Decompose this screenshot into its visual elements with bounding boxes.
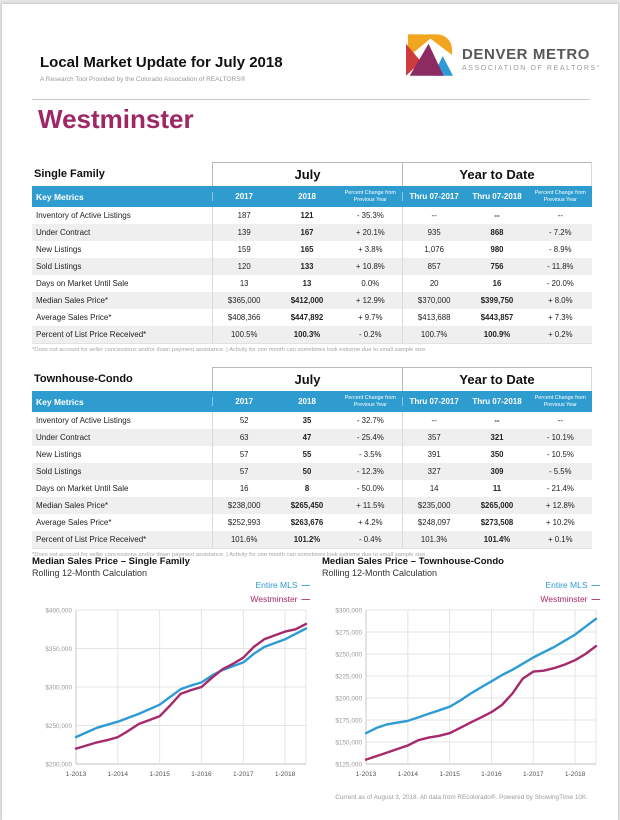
- metric-value: 101.4%: [483, 535, 511, 544]
- svg-text:$150,000: $150,000: [335, 739, 362, 747]
- metric-value: + 10.8%: [355, 262, 385, 271]
- metric-label: Median Sales Price*: [36, 296, 109, 305]
- table-row: [32, 514, 592, 531]
- metric-label: Days on Market Until Sale: [36, 484, 129, 493]
- legend-entire-mls: Entire MLS —: [545, 580, 600, 590]
- metric-value: - 5.5%: [549, 467, 572, 476]
- metric-value: - 50.0%: [356, 484, 384, 493]
- table-group-header: [32, 367, 592, 391]
- svg-text:1-2015: 1-2015: [439, 771, 460, 778]
- metric-value: $235,000: [402, 497, 465, 514]
- metric-value: $399,750: [480, 296, 514, 305]
- table-row: [32, 480, 592, 497]
- section-title: Single Family: [34, 168, 105, 180]
- table-row: [32, 292, 592, 309]
- metric-value: + 20.1%: [355, 228, 385, 237]
- metric-value: + 0.2%: [548, 330, 573, 339]
- metric-value: 101.6%: [212, 531, 275, 548]
- metric-value: $265,450: [290, 501, 324, 510]
- chart-townhouse-condo: [322, 556, 604, 778]
- metric-value: - 21.4%: [546, 484, 574, 493]
- metric-value: 980: [490, 245, 504, 254]
- col-2018: 2018: [298, 397, 316, 406]
- line-chart: [322, 604, 604, 790]
- metric-value: 47: [302, 433, 312, 442]
- svg-text:1-2013: 1-2013: [65, 771, 87, 778]
- metric-value: $447,892: [290, 313, 324, 322]
- metric-value: - 7.2%: [549, 228, 572, 237]
- col-thru-2017: Thru 07-2017: [402, 192, 465, 201]
- svg-text:$350,000: $350,000: [45, 645, 72, 653]
- metric-value: $263,676: [290, 518, 324, 527]
- metric-value: 55: [302, 450, 312, 459]
- metric-value: + 3.8%: [358, 245, 383, 254]
- metric-value: 756: [490, 262, 504, 271]
- table-row: [32, 497, 592, 514]
- svg-text:1-2017: 1-2017: [522, 771, 544, 778]
- svg-text:$250,000: $250,000: [335, 651, 362, 659]
- table-group-header: [32, 162, 592, 186]
- col-2018: 2018: [298, 192, 316, 201]
- page-title: Local Market Update for July 2018: [40, 54, 283, 71]
- group-header-ytd: Year to Date: [402, 162, 592, 186]
- table-row: [32, 258, 592, 275]
- metric-label: Average Sales Price*: [36, 518, 112, 527]
- svg-text:1-2017: 1-2017: [232, 771, 254, 778]
- metric-value: - 10.1%: [546, 433, 574, 442]
- metric-value: 13: [212, 275, 275, 292]
- chart-subtitle: Rolling 12-Month Calculation: [322, 568, 438, 578]
- metric-value: - 0.4%: [359, 535, 382, 544]
- metric-label: Inventory of Active Listings: [36, 211, 131, 220]
- logo-name: DENVER METRO: [462, 45, 591, 63]
- group-header-july: July: [212, 367, 402, 391]
- metric-value: --: [557, 416, 563, 425]
- col-pct-change-ytd: Percent Change from Previous Year: [534, 395, 586, 408]
- metric-value: + 12.9%: [355, 296, 385, 305]
- metric-value: --: [557, 211, 563, 220]
- metric-value: --: [402, 412, 465, 429]
- chart-subtitle: Rolling 12-Month Calculation: [32, 568, 148, 578]
- metric-value: $413,688: [402, 309, 465, 326]
- col-key-metrics: Key Metrics: [36, 396, 84, 407]
- table-row: [32, 412, 592, 429]
- metric-value: $265,000: [480, 501, 514, 510]
- metric-value: 868: [490, 228, 504, 237]
- metric-value: - 32.7%: [356, 416, 384, 425]
- metric-value: 63: [212, 429, 275, 446]
- metric-value: 100.7%: [402, 326, 465, 343]
- table-row: [32, 241, 592, 258]
- table-row: [32, 429, 592, 446]
- svg-text:1-2018: 1-2018: [564, 771, 586, 778]
- denver-metro-logo: [406, 34, 601, 83]
- area-title: Westminster: [38, 104, 194, 134]
- svg-text:$225,000: $225,000: [335, 673, 362, 681]
- metric-value: 857: [402, 258, 465, 275]
- table-row: [32, 326, 592, 343]
- metric-value: $365,000: [212, 292, 275, 309]
- metric-value: $248,097: [402, 514, 465, 531]
- logo-text: [462, 46, 601, 72]
- group-header-july: July: [212, 162, 402, 186]
- metric-label: New Listings: [36, 450, 82, 459]
- metric-label: New Listings: [36, 245, 82, 254]
- svg-text:1-2014: 1-2014: [107, 771, 129, 778]
- logo-tagline: ASSOCIATION OF REALTORS°: [462, 64, 602, 72]
- metric-value: 57: [212, 463, 275, 480]
- metric-value: + 8.0%: [548, 296, 573, 305]
- metric-label: Under Contract: [36, 433, 91, 442]
- metric-value: --: [494, 211, 500, 220]
- legend-westminster: Westminster —: [540, 594, 600, 604]
- metric-value: + 7.3%: [548, 313, 573, 322]
- metric-value: + 12.8%: [545, 501, 575, 510]
- metric-value: - 11.8%: [547, 262, 574, 271]
- metric-value: 101.2%: [293, 535, 321, 544]
- table-footnote: *Does not account for seller concessions and/or down payment assistance. | Activity for one month can sometimes look extreme due to small sample size.: [32, 552, 427, 558]
- legend-entire-mls: Entire MLS —: [255, 580, 310, 590]
- chart-title: Median Sales Price – Single Family: [32, 556, 190, 567]
- metric-label: Sold Listings: [36, 467, 82, 476]
- metric-value: 14: [402, 480, 465, 497]
- col-pct-change: Percent Change from Previous Year: [344, 190, 396, 203]
- metric-value: 20: [402, 275, 465, 292]
- metric-value: $412,000: [290, 296, 324, 305]
- metric-value: 1,076: [402, 241, 465, 258]
- metric-value: - 3.5%: [359, 450, 382, 459]
- col-2017: 2017: [212, 397, 275, 406]
- metric-value: --: [494, 416, 500, 425]
- col-pct-change: Percent Change from Previous Year: [344, 395, 396, 408]
- metric-value: 391: [402, 446, 465, 463]
- table-footnote: *Does not account for seller concessions and/or down payment assistance. | Activity for one month can sometimes look extreme due to small sample size.: [32, 347, 427, 353]
- svg-text:$300,000: $300,000: [45, 684, 72, 692]
- metric-label: Percent of List Price Received*: [36, 535, 147, 544]
- legend-westminster: Westminster —: [250, 594, 310, 604]
- metric-value: 120: [212, 258, 275, 275]
- chart-legend: [540, 578, 600, 606]
- metric-value: 16: [492, 279, 502, 288]
- metric-value: $238,000: [212, 497, 275, 514]
- metric-value: 167: [300, 228, 314, 237]
- svg-text:1-2016: 1-2016: [191, 771, 212, 778]
- report-footer: Current as of August 3, 2018. All data from REcolorado®. Powered by ShowingTime 10K.: [335, 794, 588, 801]
- metric-value: 100.9%: [483, 330, 511, 339]
- logo-mark-icon: [406, 34, 453, 83]
- metric-value: 52: [212, 412, 275, 429]
- svg-text:1-2016: 1-2016: [481, 771, 502, 778]
- table-row: [32, 275, 592, 292]
- svg-text:$400,000: $400,000: [45, 607, 72, 615]
- metric-value: $443,857: [480, 313, 514, 322]
- metric-value: 13: [302, 279, 312, 288]
- col-thru-2018: Thru 07-2018: [472, 192, 522, 201]
- metric-value: - 20.0%: [546, 279, 574, 288]
- section-title: Townhouse-Condo: [34, 373, 133, 385]
- table-row: [32, 446, 592, 463]
- svg-text:1-2015: 1-2015: [149, 771, 170, 778]
- metric-value: 159: [212, 241, 275, 258]
- table-body: [32, 412, 592, 549]
- metric-label: Under Contract: [36, 228, 91, 237]
- metric-value: 11: [492, 484, 502, 493]
- metric-value: $408,366: [212, 309, 275, 326]
- table-row: [32, 207, 592, 224]
- metric-value: 57: [212, 446, 275, 463]
- metric-value: $273,508: [480, 518, 514, 527]
- svg-text:1-2013: 1-2013: [355, 771, 377, 778]
- metric-value: + 9.7%: [358, 313, 383, 322]
- metric-value: 121: [300, 211, 314, 220]
- metric-label: Sold Listings: [36, 262, 82, 271]
- metric-value: - 10.5%: [546, 450, 574, 459]
- col-2017: 2017: [212, 192, 275, 201]
- col-key-metrics: Key Metrics: [36, 191, 84, 202]
- chart-single-family: [32, 556, 314, 778]
- legend-line-swatch: —: [301, 594, 310, 604]
- table-column-header: [32, 186, 592, 207]
- legend-line-swatch: —: [591, 594, 600, 604]
- metric-label: Inventory of Active Listings: [36, 416, 131, 425]
- metric-value: 139: [212, 224, 275, 241]
- metric-value: 357: [402, 429, 465, 446]
- table-column-header: [32, 391, 592, 412]
- metric-value: --: [402, 207, 465, 224]
- metric-value: $252,993: [212, 514, 275, 531]
- metric-label: Median Sales Price*: [36, 501, 109, 510]
- metric-value: 133: [300, 262, 314, 271]
- single-family-table: [32, 162, 592, 353]
- metric-value: 187: [212, 207, 275, 224]
- metric-value: 101.3%: [402, 531, 465, 548]
- metric-value: $370,000: [402, 292, 465, 309]
- table-row: [32, 463, 592, 480]
- legend-line-swatch: —: [591, 580, 600, 590]
- header-divider: [32, 99, 590, 100]
- metric-value: + 10.2%: [545, 518, 575, 527]
- metric-value: 100.5%: [212, 326, 275, 343]
- metric-value: - 12.3%: [356, 467, 384, 476]
- svg-text:$125,000: $125,000: [335, 761, 362, 769]
- svg-text:$250,000: $250,000: [45, 722, 72, 730]
- svg-text:1-2014: 1-2014: [397, 771, 419, 778]
- metric-value: 50: [302, 467, 312, 476]
- townhouse-condo-table: [32, 367, 592, 558]
- svg-text:$300,000: $300,000: [335, 607, 362, 615]
- metric-value: + 0.1%: [548, 535, 573, 544]
- metric-value: + 4.2%: [358, 518, 383, 527]
- metric-label: Average Sales Price*: [36, 313, 112, 322]
- metric-value: - 0.2%: [359, 330, 382, 339]
- table-body: [32, 207, 592, 344]
- svg-text:1-2018: 1-2018: [274, 771, 296, 778]
- col-thru-2018: Thru 07-2018: [472, 397, 522, 406]
- metric-value: 165: [300, 245, 314, 254]
- svg-text:$200,000: $200,000: [335, 695, 362, 703]
- table-row: [32, 309, 592, 326]
- metric-value: 0.0%: [361, 279, 380, 288]
- table-row: [32, 531, 592, 548]
- group-header-ytd: Year to Date: [402, 367, 592, 391]
- page-subtitle: A Research Tool Provided by the Colorado Association of REALTORS®: [40, 76, 246, 83]
- metric-value: 8: [304, 484, 310, 493]
- svg-text:$200,000: $200,000: [45, 761, 72, 769]
- metric-value: - 8.9%: [549, 245, 572, 254]
- metric-value: - 35.3%: [356, 211, 384, 220]
- metric-value: 309: [490, 467, 504, 476]
- legend-line-swatch: —: [301, 580, 310, 590]
- metric-value: 935: [402, 224, 465, 241]
- table-row: [32, 224, 592, 241]
- metric-value: + 11.5%: [356, 501, 385, 510]
- chart-legend: [250, 578, 310, 606]
- metric-label: Percent of List Price Received*: [36, 330, 147, 339]
- chart-title: Median Sales Price – Townhouse-Condo: [322, 556, 504, 567]
- metric-value: 100.3%: [293, 330, 321, 339]
- metric-label: Days on Market Until Sale: [36, 279, 129, 288]
- svg-text:$175,000: $175,000: [335, 717, 362, 725]
- svg-text:$275,000: $275,000: [335, 629, 362, 637]
- col-thru-2017: Thru 07-2017: [402, 397, 465, 406]
- metric-value: 35: [302, 416, 312, 425]
- metric-value: 350: [490, 450, 504, 459]
- metric-value: - 25.4%: [356, 433, 384, 442]
- report-page: [2, 4, 618, 820]
- metric-value: 321: [490, 433, 504, 442]
- metric-value: 327: [402, 463, 465, 480]
- metric-value: 16: [212, 480, 275, 497]
- line-chart: [32, 604, 314, 790]
- col-pct-change-ytd: Percent Change from Previous Year: [534, 190, 586, 203]
